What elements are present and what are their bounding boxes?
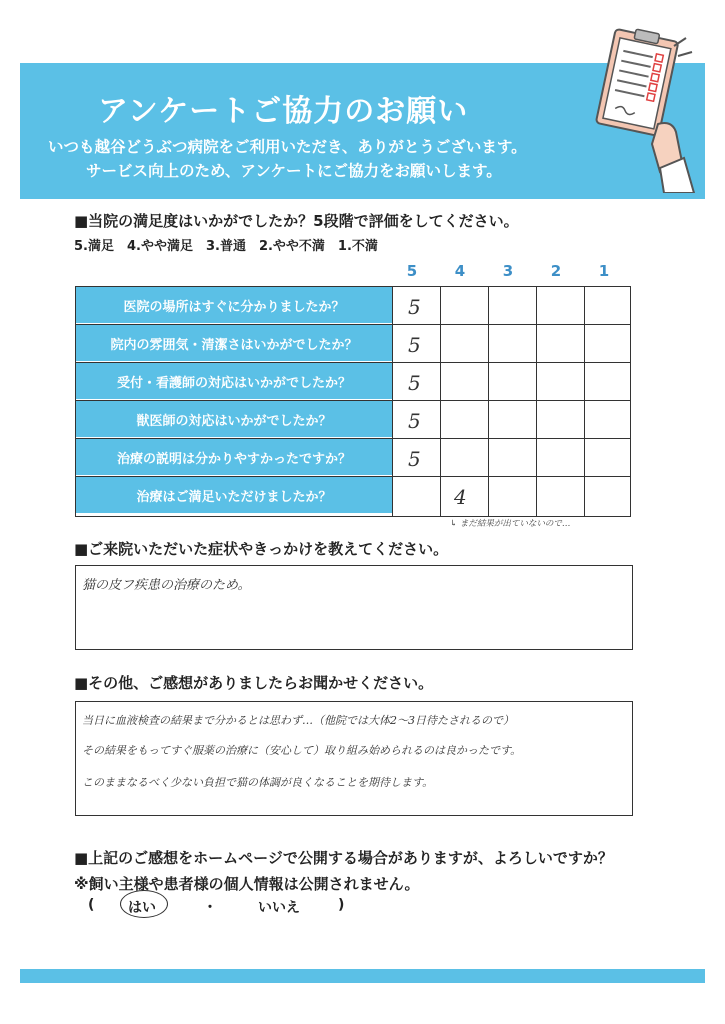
answer-mark[interactable]: 5	[408, 371, 421, 395]
greeting-line-2: サービス向上のため、アンケートにご協力をお願いします。	[86, 162, 502, 180]
table-divider	[584, 287, 585, 516]
table-divider	[76, 362, 630, 363]
comment-line: 当日に血液検査の結果まで分かるとは思わず…（他院では大体2〜3日待たされるので）	[82, 714, 514, 727]
answer-mark[interactable]: 5	[408, 409, 421, 433]
consent-no-option[interactable]: いいえ	[258, 900, 300, 916]
greeting-line-1: いつも越谷どうぶつ病院をご利用いただき、ありがとうございます。	[48, 138, 527, 156]
column-header-1: 1	[598, 262, 610, 280]
comments-heading: ■その他、ご感想がありましたらお聞かせください。	[74, 674, 434, 692]
satisfaction-heading: ■当院の満足度はいかがでしたか？5段階で評価をしてください。	[74, 212, 519, 230]
reason-heading: ■ご来院いただいた症状やきっかけを教えてください。	[74, 540, 449, 558]
answer-mark[interactable]: 4	[454, 485, 467, 509]
column-header-5: 5	[406, 262, 418, 280]
rating-scale-legend: 5.満足 4.やや満足 3.普通 2.やや不満 1.不満	[74, 239, 378, 254]
column-header-3: 3	[502, 262, 514, 280]
table-divider	[536, 287, 537, 516]
question-treatment-satisfaction: 治療はご満足いただけましたか？	[76, 477, 392, 513]
question-reception-staff: 受付・看護師の対応はいかがでしたか？	[76, 363, 392, 399]
answer-mark[interactable]: 5	[408, 333, 421, 357]
question-veterinarian: 獣医師の対応はいかがでしたか？	[76, 401, 392, 437]
consent-yes-option[interactable]: はい	[128, 900, 156, 916]
table-divider	[76, 400, 630, 401]
answer-mark[interactable]: 5	[408, 295, 421, 319]
footer-bar	[20, 969, 705, 983]
consent-question: ■上記のご感想をホームページで公開する場合がありますが、よろしいですか？	[74, 849, 613, 867]
handwritten-side-note: ↳ まだ結果が出ていないので…	[450, 519, 571, 529]
table-divider	[440, 287, 441, 516]
choice-separator: ・	[203, 900, 217, 916]
reason-answer-text: 猫の皮フ疾患の治療のため。	[82, 578, 251, 593]
question-explanation: 治療の説明は分かりやすかったですか？	[76, 439, 392, 475]
clipboard-checklist-illustration	[588, 28, 698, 193]
table-divider	[488, 287, 489, 516]
page-title: アンケートご協力のお願い	[98, 94, 469, 129]
question-location: 医院の場所はすぐに分かりましたか？	[76, 287, 392, 323]
selected-circle	[120, 890, 168, 918]
choice-close-paren: )	[338, 897, 345, 913]
comment-line: このままなるべく少ない負担で猫の体調が良くなることを期待します。	[82, 776, 434, 789]
table-divider	[76, 324, 630, 325]
column-header-2: 2	[550, 262, 562, 280]
column-header-4: 4	[454, 262, 466, 280]
table-divider	[392, 287, 393, 516]
comment-line: その結果をもってすぐ服薬の治療に（安心して）取り組み始められるのは良かったです。	[82, 744, 522, 757]
table-divider	[76, 438, 630, 439]
question-atmosphere: 院内の雰囲気・清潔さはいかがでしたか？	[76, 325, 392, 361]
table-divider	[76, 476, 630, 477]
answer-mark[interactable]: 5	[408, 447, 421, 471]
privacy-note: ※飼い主様や患者様の個人情報は公開されません。	[74, 875, 420, 893]
choice-open-paren: (	[88, 897, 95, 913]
